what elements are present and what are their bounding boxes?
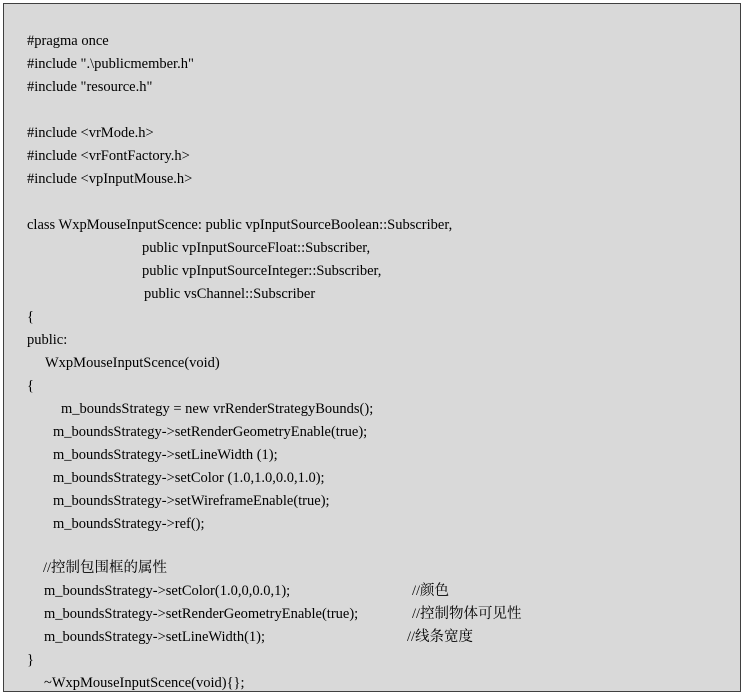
code-line: #include "resource.h" <box>27 79 153 95</box>
code-line: m_boundsStrategy->setWireframeEnable(true); <box>53 493 330 509</box>
inline-comment: //线条宽度 <box>407 629 474 645</box>
code-line: m_boundsStrategy->setColor(1.0,0,0.0,1); <box>44 583 291 599</box>
code-line: #include <vpInputMouse.h> <box>27 171 193 187</box>
code-line: class WxpMouseInputScence: public vpInputSourceBoolean::Subscriber, <box>27 217 453 233</box>
code-line: #include ".\publicmember.h" <box>27 56 194 72</box>
code-line: } <box>27 652 34 668</box>
code-line: public: <box>27 332 68 348</box>
code-line: WxpMouseInputScence(void) <box>45 355 220 371</box>
code-line: public vsChannel::Subscriber <box>144 286 316 302</box>
code-line: public vpInputSourceInteger::Subscriber, <box>142 263 382 279</box>
inline-comment: //控制物体可见性 <box>412 606 522 622</box>
code-line: m_boundsStrategy->setRenderGeometryEnable(true); <box>44 606 359 622</box>
code-line: m_boundsStrategy = new vrRenderStrategyBounds(); <box>61 401 374 417</box>
code-line: m_boundsStrategy->ref(); <box>53 516 205 532</box>
inline-comment: //颜色 <box>412 583 450 599</box>
code-line: { <box>27 378 34 394</box>
code-listing-panel <box>3 3 741 692</box>
code-line: m_boundsStrategy->setRenderGeometryEnable(true); <box>53 424 368 440</box>
code-line: m_boundsStrategy->setLineWidth(1); <box>44 629 266 645</box>
code-line: m_boundsStrategy->setLineWidth (1); <box>53 447 278 463</box>
code-line: ~WxpMouseInputScence(void){}; <box>44 675 245 691</box>
code-line: #pragma once <box>27 33 109 49</box>
code-line: m_boundsStrategy->setColor (1.0,1.0,0.0,1.0); <box>53 470 325 486</box>
code-line: public vpInputSourceFloat::Subscriber, <box>142 240 371 256</box>
comment-line: //控制包围框的属性 <box>43 560 168 576</box>
code-line: #include <vrFontFactory.h> <box>27 148 190 164</box>
code-line: { <box>27 309 34 325</box>
code-line: #include <vrMode.h> <box>27 125 154 141</box>
